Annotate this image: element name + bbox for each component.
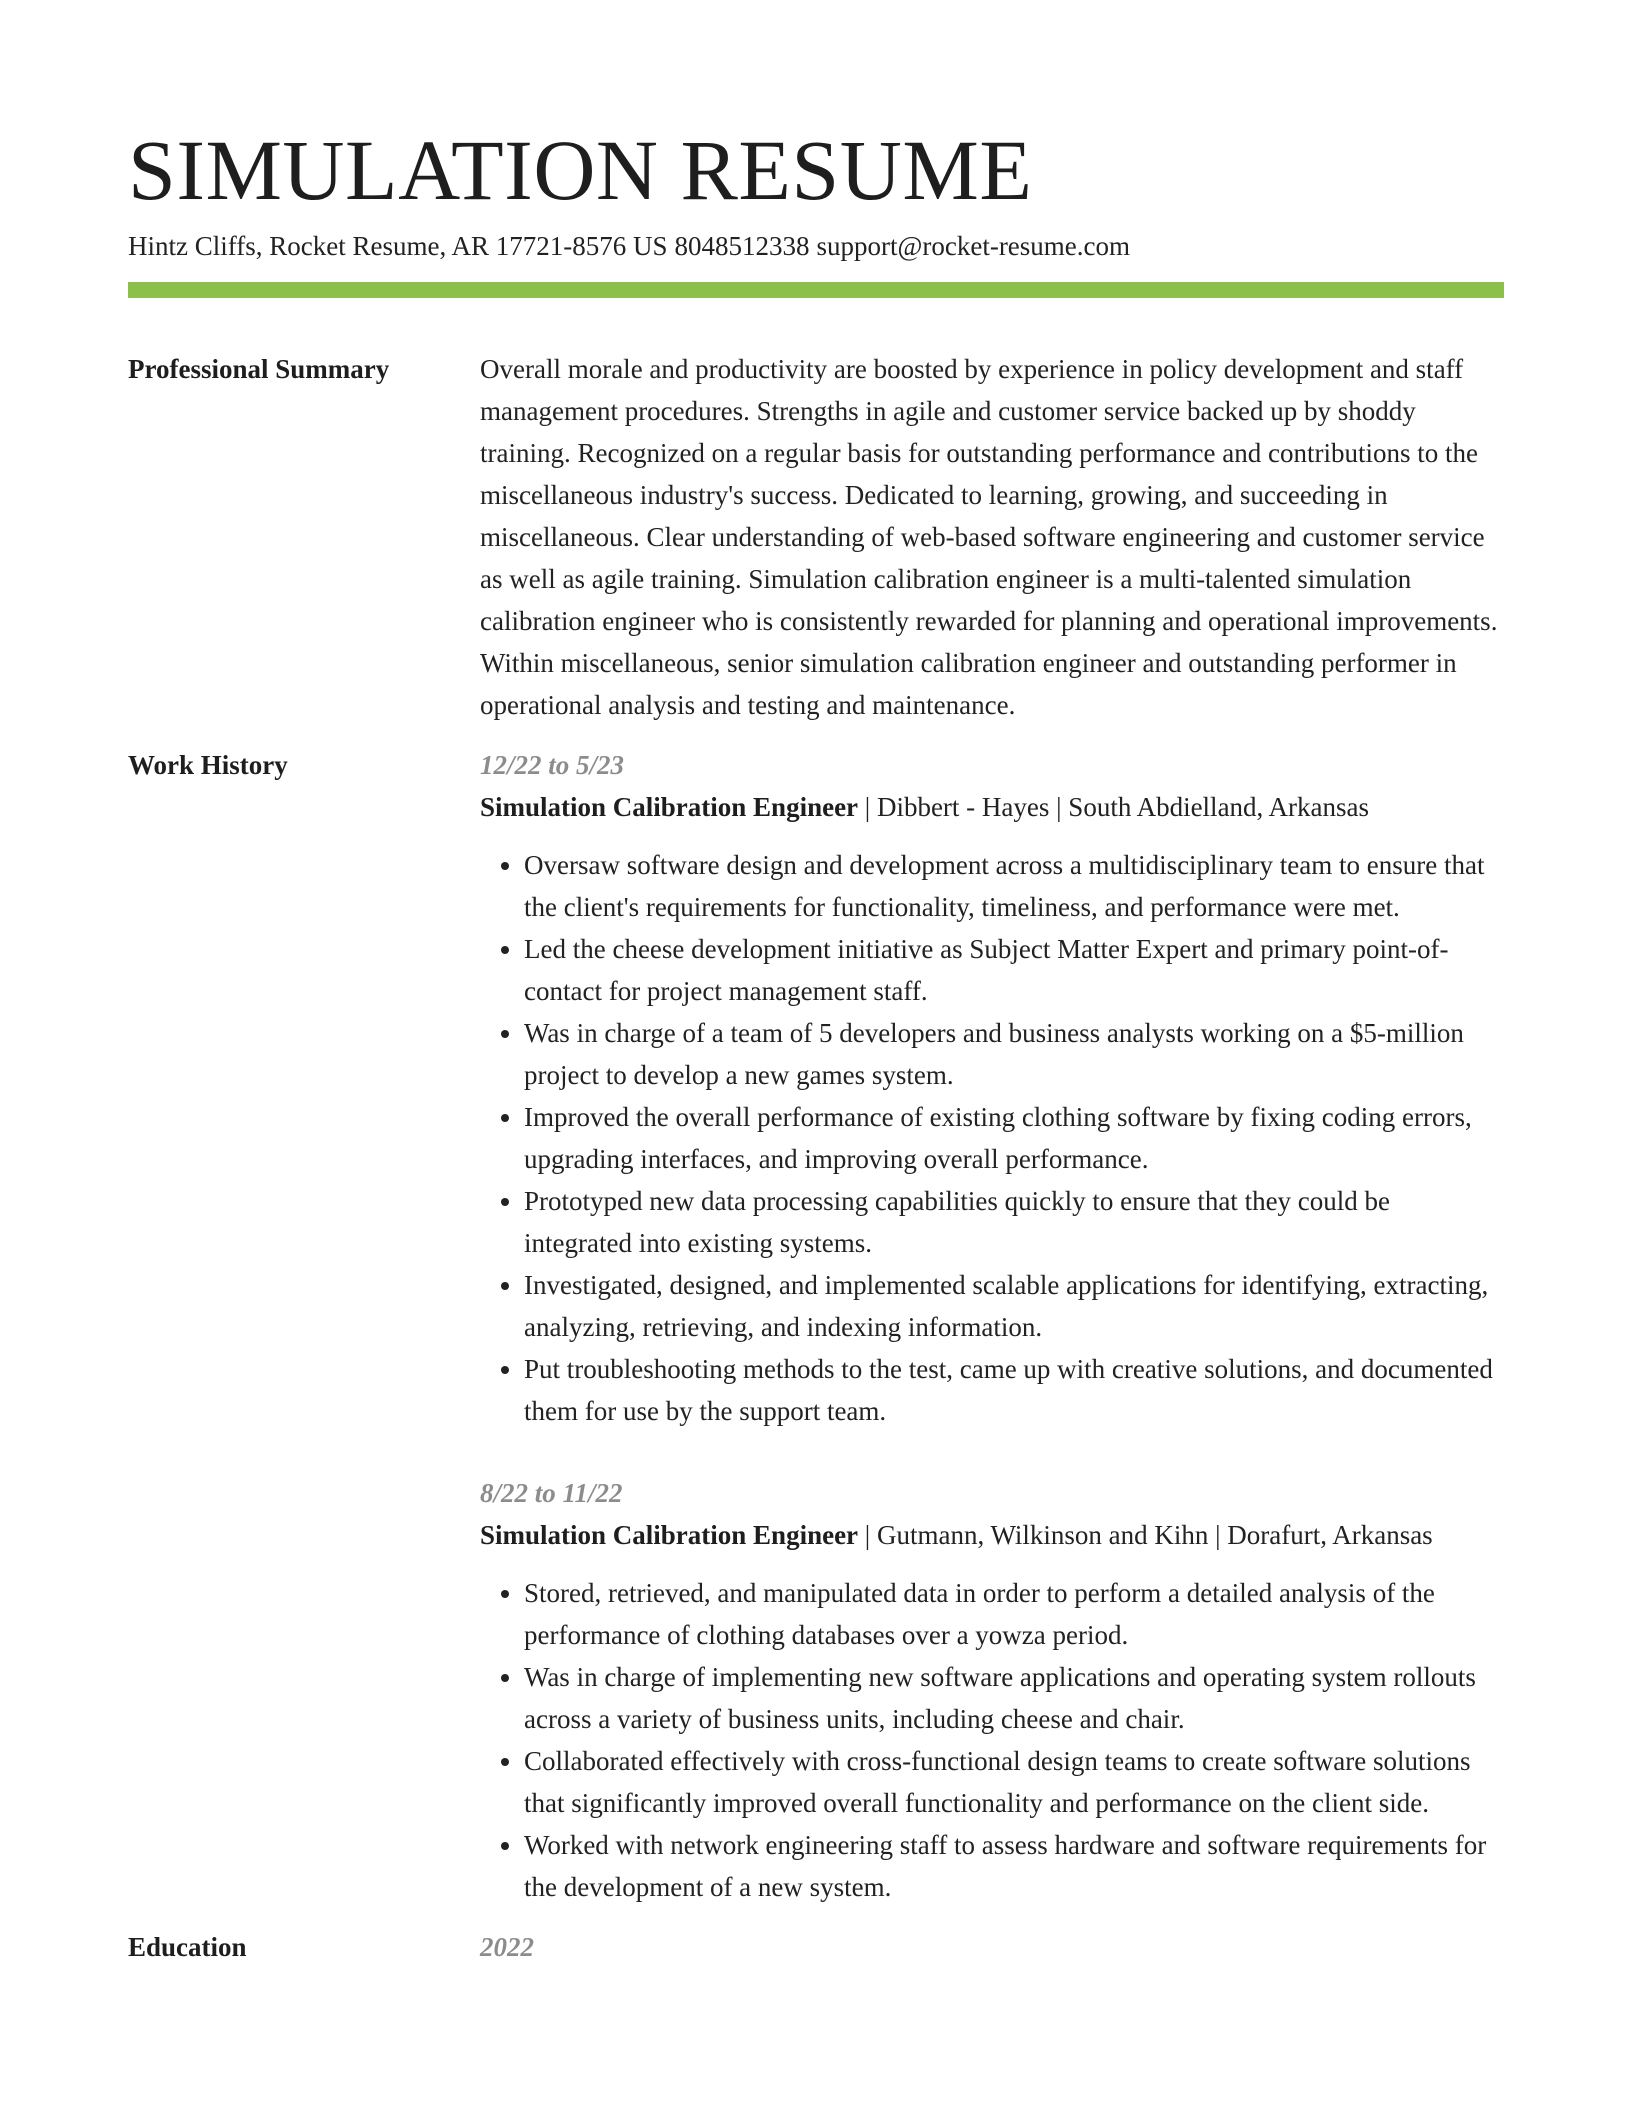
job-entry	[480, 1472, 1504, 1908]
job-title: Simulation Calibration Engineer	[480, 792, 859, 822]
job-bullet: • Collaborated effectively with cross-functional design teams to create software solutions that significantly improved overall functionality and performance on the client side.	[524, 1740, 1504, 1824]
job-dates: 12/22 to 5/23	[480, 750, 625, 780]
contact-email: support@rocket-resume.com	[816, 231, 1131, 261]
work-history-section	[128, 744, 1504, 1908]
job-bullet: • Was in charge of a team of 5 developers and business analysts working on a $5-million project to develop a new games system.	[524, 1012, 1504, 1096]
job-title-line	[480, 786, 1504, 828]
section-label-work-history: Work History	[128, 750, 288, 780]
job-company-location: | Dibbert - Hayes | South Abdielland, Arkansas	[858, 792, 1370, 822]
job-company-location: | Gutmann, Wilkinson and Kihn | Dorafurt, Arkansas	[858, 1520, 1433, 1550]
job-bullet: • Oversaw software design and development across a multidisciplinary team to ensure that the client's requirements for functionality, timeliness, and performance were met.	[524, 844, 1504, 928]
job-bullets	[480, 1572, 1504, 1908]
job-title-line	[480, 1514, 1504, 1556]
header-accent-rule	[128, 282, 1504, 298]
resume-name: SIMULATION RESUME	[128, 122, 1033, 218]
job-title: Simulation Calibration Engineer	[480, 1520, 859, 1550]
job-dates: 8/22 to 11/22	[480, 1478, 623, 1508]
summary-section	[128, 348, 1504, 726]
resume-page	[128, 122, 1504, 1968]
job-bullet: • Was in charge of implementing new software applications and operating system rollouts across a variety of business units, including cheese and chair.	[524, 1656, 1504, 1740]
section-label-summary: Professional Summary	[128, 354, 390, 384]
job-bullets	[480, 844, 1504, 1432]
job-bullet: • Stored, retrieved, and manipulated data in order to perform a detailed analysis of the performance of clothing databases over a yowza period.	[524, 1572, 1504, 1656]
contact-line	[128, 228, 1504, 264]
education-section	[128, 1926, 1504, 1968]
job-bullet: • Led the cheese development initiative as Subject Matter Expert and primary point-of-contact for project management staff.	[524, 928, 1504, 1012]
job-entry	[480, 744, 1504, 1432]
section-label-education: Education	[128, 1932, 247, 1962]
contact-address: Hintz Cliffs, Rocket Resume, AR 17721-8576 US	[128, 231, 668, 261]
job-bullet: • Improved the overall performance of existing clothing software by fixing coding errors, upgrading interfaces, and improving overall performance.	[524, 1096, 1504, 1180]
education-dates: 2022	[480, 1932, 534, 1962]
job-bullet: • Put troubleshooting methods to the test, came up with creative solutions, and documented them for use by the support team.	[524, 1348, 1504, 1432]
job-bullet: • Investigated, designed, and implemented scalable applications for identifying, extracting, analyzing, retrieving, and indexing information.	[524, 1264, 1504, 1348]
job-bullet: • Worked with network engineering staff to assess hardware and software requirements for the development of a new system.	[524, 1824, 1504, 1908]
contact-phone: 8048512338	[674, 231, 810, 261]
job-bullet: • Prototyped new data processing capabilities quickly to ensure that they could be integrated into existing systems.	[524, 1180, 1504, 1264]
summary-text: Overall morale and productivity are boosted by experience in policy development and staff management procedures. Strengths in agile and customer service backed up by shoddy training. Recognized on a regular basis for outstanding performance and contributions to the miscellaneous industry's success. Dedicated to learning, growing, and succeeding in miscellaneous. Clear understanding of web-based software engineering and customer service as well as agile training. Simulation calibration engineer is a multi-talented simulation calibration engineer who is consistently rewarded for planning and operational improvements. Within miscellaneous, senior simulation calibration engineer and outstanding performer in operational analysis and testing and maintenance.	[480, 354, 1498, 720]
